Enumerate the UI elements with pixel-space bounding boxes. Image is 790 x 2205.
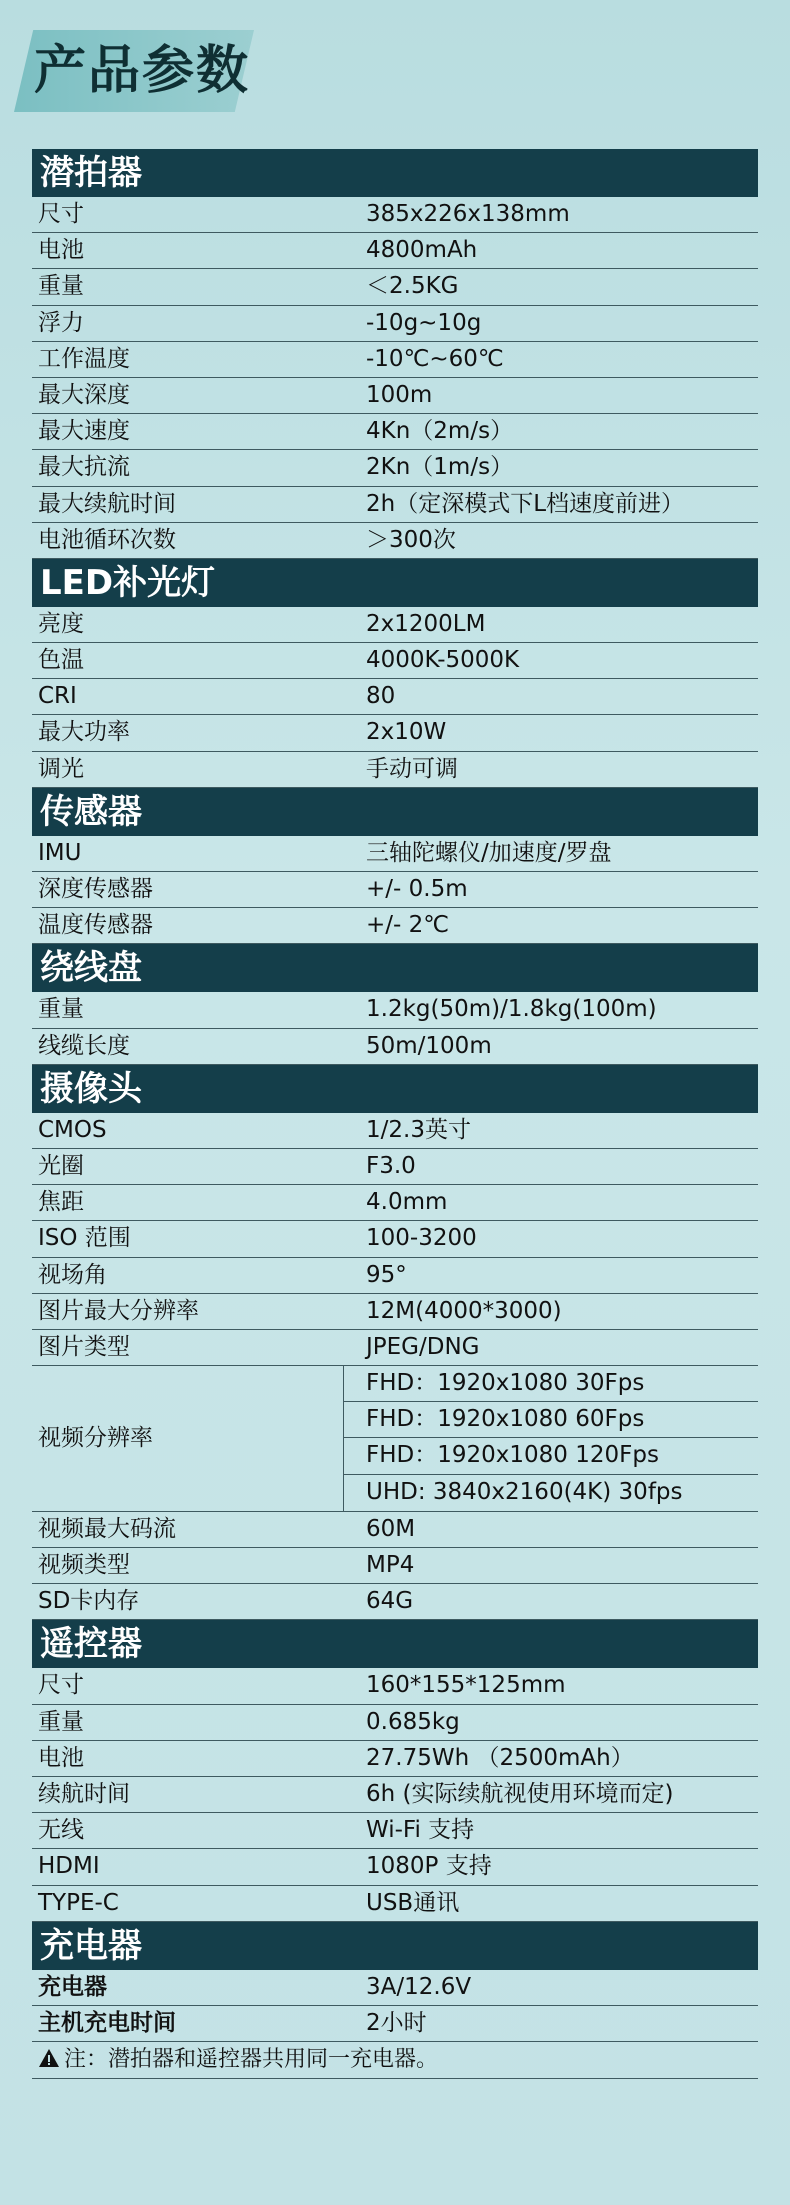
spec-row (32, 1149, 758, 1185)
spec-values (344, 1366, 758, 1511)
spec-section (32, 559, 758, 788)
spec-value: FHD：1920x1080 60Fps (344, 1402, 758, 1438)
spec-label: 最大续航时间 (38, 490, 176, 517)
spec-value: -10g~10g (366, 309, 482, 336)
spec-row (32, 908, 758, 944)
spec-label: 温度传感器 (38, 912, 153, 939)
spec-value: 60M (366, 1515, 416, 1542)
spec-row (32, 679, 758, 715)
spec-value: ＜2.5KG (366, 273, 459, 300)
spec-label: 深度传感器 (38, 876, 153, 902)
spec-row (32, 1777, 758, 1813)
spec-label: SD卡内存 (38, 1588, 140, 1615)
spec-label: HDMI (38, 1853, 100, 1880)
spec-label: 视频分辨率 (32, 1366, 344, 1511)
spec-row (32, 1258, 758, 1294)
spec-value: 0.685kg (366, 1708, 460, 1735)
spec-value: 4800mAh (366, 237, 478, 264)
spec-value: 2h（定深模式下L档速度前进） (366, 490, 685, 517)
spec-label: 重量 (38, 273, 84, 300)
spec-row (32, 378, 758, 414)
spec-row (32, 1113, 758, 1149)
spec-label: 视频类型 (38, 1552, 130, 1578)
spec-value: FHD：1920x1080 30Fps (344, 1366, 758, 1402)
spec-value: 1080P 支持 (366, 1853, 492, 1880)
spec-label: 色温 (38, 647, 84, 674)
section-header: 绕线盘 (32, 944, 758, 992)
section-header: 潜拍器 (32, 149, 758, 197)
spec-row (32, 269, 758, 305)
page-title: 产品参数 (34, 41, 251, 101)
spec-value: 27.75Wh （2500mAh） (366, 1744, 634, 1771)
spec-label: 主机充电时间 (38, 2009, 176, 2036)
spec-row (32, 1029, 758, 1065)
spec-row (32, 1221, 758, 1257)
spec-label: CMOS (38, 1116, 107, 1143)
spec-value: 1.2kg(50m)/1.8kg(100m) (366, 996, 657, 1023)
spec-row (32, 197, 758, 233)
spec-row (32, 342, 758, 378)
spec-row (32, 1330, 758, 1366)
warning-icon (38, 2048, 60, 2068)
spec-row (32, 523, 758, 559)
title-area (0, 0, 790, 140)
spec-row (32, 715, 758, 751)
spec-label: 充电器 (38, 1973, 107, 2000)
spec-section (32, 1922, 758, 2042)
spec-value: MP4 (366, 1552, 415, 1578)
spec-value: 385x226x138mm (366, 201, 570, 227)
spec-value: 4000K-5000K (366, 647, 520, 674)
spec-row (32, 836, 758, 872)
spec-label: 视场角 (38, 1261, 107, 1288)
spec-row (32, 1849, 758, 1885)
spec-row (32, 414, 758, 450)
spec-row (32, 1886, 758, 1922)
spec-row (32, 233, 758, 269)
spec-row (32, 1294, 758, 1330)
spec-value: 2x1200LM (366, 610, 486, 637)
spec-row (32, 1668, 758, 1704)
spec-label: 重量 (38, 1708, 84, 1735)
spec-row (32, 1548, 758, 1584)
section-header: 传感器 (32, 788, 758, 836)
spec-label: 最大抗流 (38, 454, 130, 481)
spec-row (32, 752, 758, 788)
spec-value: 3A/12.6V (366, 1973, 472, 2000)
spec-value: UHD: 3840x2160(4K) 30fps (366, 1478, 683, 1505)
spec-row (32, 992, 758, 1028)
spec-value: 50m/100m (366, 1032, 492, 1059)
spec-value: Wi-Fi 支持 (366, 1817, 475, 1844)
spec-value: -10℃~60℃ (366, 345, 504, 372)
spec-label: 重量 (38, 996, 84, 1023)
spec-row (32, 1813, 758, 1849)
spec-label: 最大功率 (38, 719, 130, 746)
spec-label: 光圈 (38, 1152, 84, 1179)
spec-row (32, 1584, 758, 1620)
spec-row (32, 643, 758, 679)
spec-value: 160*155*125mm (366, 1672, 566, 1699)
spec-value: 4.0mm (366, 1189, 448, 1216)
spec-label: 浮力 (38, 309, 84, 336)
spec-value: 64G (366, 1588, 414, 1615)
spec-value: 6h (实际续航视使用环境而定) (366, 1780, 674, 1807)
spec-label: 最大速度 (38, 418, 130, 445)
spec-label: 调光 (38, 755, 84, 782)
spec-section (32, 944, 758, 1064)
spec-row-multi (32, 1366, 758, 1512)
spec-row (32, 306, 758, 342)
spec-section (32, 788, 758, 945)
spec-value: FHD：1920x1080 120Fps (344, 1438, 758, 1474)
spec-row (32, 1185, 758, 1221)
spec-label: 尺寸 (38, 201, 84, 227)
footnote (32, 2042, 758, 2079)
spec-value: +/- 0.5m (366, 876, 468, 902)
spec-label: 续航时间 (38, 1780, 130, 1807)
spec-value: 1/2.3英寸 (366, 1116, 471, 1143)
spec-label: 视频最大码流 (38, 1515, 176, 1542)
spec-label: 线缆长度 (38, 1032, 130, 1059)
spec-label: 尺寸 (38, 1672, 84, 1699)
spec-value: 100-3200 (366, 1225, 477, 1252)
spec-value: 手动可调 (366, 755, 458, 782)
spec-value: +/- 2℃ (366, 912, 450, 939)
spec-row (32, 872, 758, 908)
spec-label: 电池循环次数 (38, 526, 176, 553)
spec-table (32, 149, 758, 2079)
spec-label: 焦距 (38, 1189, 84, 1216)
spec-value: 2小时 (366, 2009, 427, 2036)
spec-label: 电池 (38, 1744, 84, 1771)
spec-row (32, 487, 758, 523)
spec-label: 图片类型 (38, 1333, 130, 1360)
spec-row (32, 607, 758, 643)
spec-row (32, 450, 758, 486)
spec-label: ISO 范围 (38, 1225, 131, 1252)
footnote-text: 注：潜拍器和遥控器共用同一充电器。 (64, 2047, 439, 2073)
spec-value: 100m (366, 381, 433, 408)
spec-section (32, 149, 758, 559)
spec-row (32, 1970, 758, 2006)
section-header: 摄像头 (32, 1065, 758, 1113)
spec-row (32, 1705, 758, 1741)
section-header: LED补光灯 (32, 559, 758, 607)
spec-label: IMU (38, 839, 82, 866)
spec-label: 无线 (38, 1817, 84, 1844)
spec-section (32, 1620, 758, 1921)
spec-value: 三轴陀螺仪/加速度/罗盘 (366, 839, 612, 866)
spec-label: 工作温度 (38, 345, 130, 372)
spec-label: CRI (38, 683, 77, 710)
spec-value: 2Kn（1m/s） (366, 454, 514, 481)
spec-value: ＞300次 (366, 526, 456, 553)
spec-value: 95° (366, 1261, 407, 1288)
spec-label: 最大深度 (38, 381, 130, 408)
spec-row (32, 1512, 758, 1548)
spec-row (32, 2006, 758, 2042)
spec-label: 亮度 (38, 610, 84, 637)
spec-row (32, 1741, 758, 1777)
spec-value: 12M(4000*3000) (366, 1297, 562, 1324)
spec-value: F3.0 (366, 1152, 416, 1179)
section-header: 遥控器 (32, 1620, 758, 1668)
spec-label: 电池 (38, 237, 84, 264)
spec-label: TYPE-C (38, 1889, 119, 1916)
spec-value: USB通讯 (366, 1889, 460, 1916)
spec-section (32, 1065, 758, 1621)
spec-value: 80 (366, 683, 396, 710)
spec-label: 图片最大分辨率 (38, 1297, 199, 1324)
spec-value: JPEG/DNG (366, 1333, 480, 1360)
spec-value: 4Kn（2m/s） (366, 418, 514, 445)
section-header: 充电器 (32, 1922, 758, 1970)
spec-value: 2x10W (366, 719, 447, 746)
